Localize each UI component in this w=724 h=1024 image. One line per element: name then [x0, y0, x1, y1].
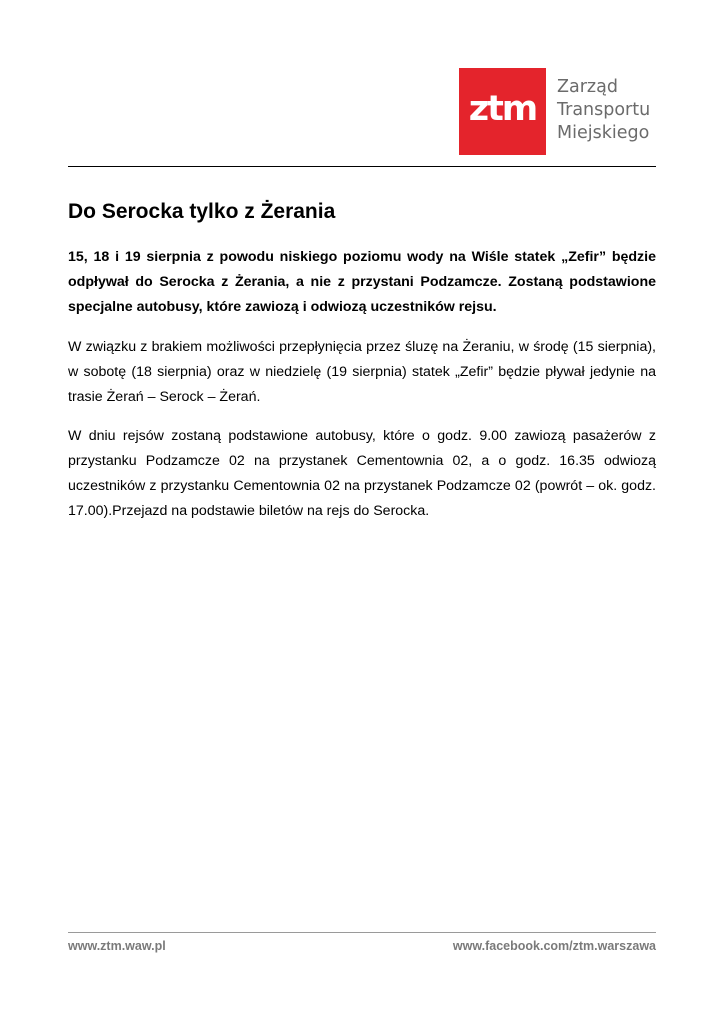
lead-paragraph: 15, 18 i 19 sierpnia z powodu niskiego poziomu wody na Wiśle statek „Zefir” będzie odpływał do Serocka z Żerania, a nie z przystani Podzamcze. Zostaną podstawione specjalne autobusy, które zawiozą i odwiozą uczestników rejsu.: [68, 249, 656, 315]
ztm-logo-wordmark: [557, 76, 650, 145]
ztm-logo-mark: [459, 68, 546, 155]
ztm-logo: [459, 68, 659, 156]
logo-line-1: Zarząd: [557, 77, 618, 97]
footer-facebook-link[interactable]: www.facebook.com/ztm.warszawa: [452, 939, 656, 953]
body-paragraph-2: W dniu rejsów zostaną podstawione autobusy, które o godz. 9.00 zawiozą pasażerów z przystanku Podzamcze 02 na przystanek Cementownia 02, a o godz. 16.35 odwiozą uczestników z przystanku Cementownia 02 na przystanek Podzamcze 02 (powrót – ok. godz. 17.00).Przejazd na podstawie biletów na rejs do Serocka.: [68, 428, 656, 519]
header-divider: [68, 166, 656, 167]
footer-divider: [68, 932, 656, 933]
page-title: Do Serocka tylko z Żerania: [68, 200, 336, 223]
logo-line-2: Transportu: [557, 100, 651, 120]
footer-website-link[interactable]: www.ztm.waw.pl: [68, 939, 166, 953]
body-paragraph-1: W związku z brakiem możliwości przepłynięcia przez śluzę na Żeraniu, w środę (15 sierpnia), w sobotę (18 sierpnia) oraz w niedzielę (19 sierpnia) statek „Zefir” będzie pływał jedynie na trasie Żerań – Serock – Żerań.: [68, 339, 656, 405]
logo-line-3: Miejskiego: [557, 123, 650, 143]
ztm-logo-mark-text: ztm: [468, 89, 537, 129]
